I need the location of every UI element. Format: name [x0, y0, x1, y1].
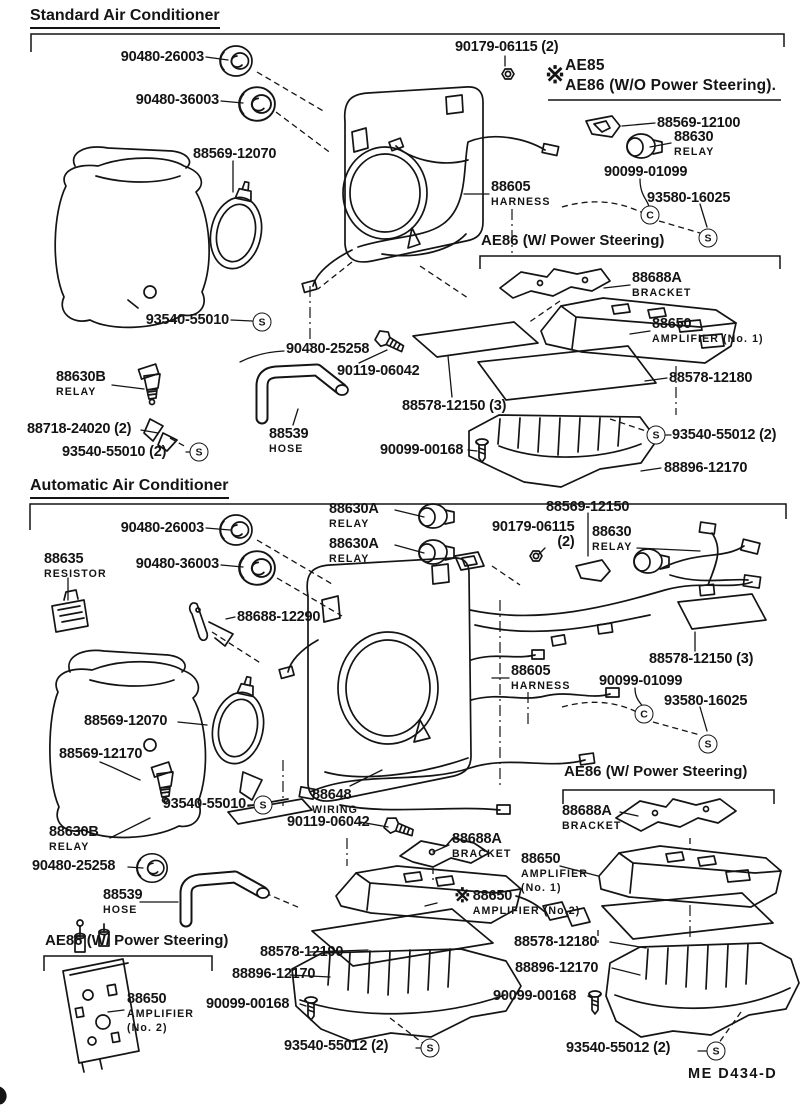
part-number: 88688-12290: [237, 609, 321, 625]
circled-s-symbol: S: [707, 1042, 726, 1061]
part-label-88635: [44, 552, 107, 581]
part-name: RELAY: [674, 146, 715, 159]
bolt-icon: [374, 328, 407, 356]
part-label-90480-36003-auto: [136, 557, 219, 572]
part-label-88539-std: [269, 427, 308, 456]
part-number: 88605: [511, 663, 551, 679]
part-number: 90119-06042: [337, 363, 420, 379]
part-number: 93540-55012 (2): [284, 1038, 389, 1054]
section-header-ae86-wps-standard: AE86 (W/ Power Steering): [481, 232, 665, 249]
circled-s-symbol: S: [190, 443, 209, 462]
part-label-88630-relay-auto: [592, 525, 632, 554]
part-number: 88578-12190: [260, 944, 344, 960]
part-label-88896-12170-right: [515, 961, 598, 976]
part-label-93540-55012-right: [566, 1041, 670, 1056]
evaporator-unit-drawing: [55, 147, 209, 327]
part-number: 90480-25258: [286, 341, 370, 357]
part-number: 88578-12180: [514, 934, 598, 950]
part-number: 93580-16025: [664, 693, 748, 709]
part-label-90099-00168-mid: [206, 997, 289, 1012]
part-name: (No. 1): [521, 881, 562, 894]
part-number: 90179-06115: [492, 519, 575, 535]
part-label-88605-std: [491, 180, 551, 209]
part-name: AMPLIFIER: [127, 1008, 194, 1021]
part-name: HOSE: [103, 904, 138, 917]
circled-s-symbol: S: [421, 1039, 440, 1058]
drawing-number: ME D434-D: [688, 1066, 778, 1082]
part-label-88630-relay-std: [674, 130, 714, 159]
part-label-90179-06115-auto: [492, 520, 574, 550]
part-number: 88578-12180: [669, 370, 753, 386]
part-number: 88630A: [329, 536, 379, 552]
part-label-90099-00168-std: [380, 443, 463, 458]
part-label-90480-25258-std: [286, 342, 369, 357]
part-label-93540-55012-mid: [284, 1039, 388, 1054]
part-number: 88630: [592, 524, 632, 540]
part-label-88569-12170: [59, 747, 142, 762]
part-label-88605-auto: [511, 664, 571, 693]
part-number: 93540-55012 (2): [672, 427, 777, 443]
part-name: RELAY: [329, 518, 370, 531]
part-number: 88688A: [632, 270, 682, 286]
part-number: 90119-06042: [287, 814, 370, 830]
circled-c-symbol: C: [635, 705, 654, 724]
screw-icon: [476, 439, 488, 462]
part-number: 88718-24020 (2): [27, 421, 132, 437]
part-number: 88650: [472, 888, 513, 904]
part-label-88578-12150-auto: [649, 652, 753, 667]
part-name: RELAY: [49, 841, 90, 854]
relay-88630b-drawing: [138, 364, 160, 404]
circled-s-symbol: S: [699, 735, 718, 754]
nut-icon: [530, 551, 542, 561]
section-header-ae86-wps-auto-right: AE86 (W/ Power Steering): [564, 763, 748, 780]
part-label-88630b-auto: [49, 825, 99, 854]
part-label-90480-26003-auto: [121, 521, 204, 536]
part-number: 88539: [269, 426, 309, 442]
part-name: AMPLIFIER (No. 1): [652, 333, 764, 346]
part-number: 88630: [674, 129, 714, 145]
circled-c-symbol: C: [641, 206, 660, 225]
part-label-88539-auto: [103, 888, 142, 917]
circled-s-symbol: S: [647, 426, 666, 445]
circled-s-symbol: S: [699, 229, 718, 248]
part-number: 88650: [652, 316, 692, 332]
part-label-88650-no2-left: [127, 992, 194, 1035]
part-label-90480-25258-auto: [32, 859, 115, 874]
part-name: RESISTOR: [44, 568, 107, 581]
resistor-88635-drawing: [52, 590, 88, 632]
part-label-88896-12170-std: [664, 461, 747, 476]
relay-88630-drawing: [586, 116, 662, 158]
part-number: 88569-12100: [657, 115, 741, 131]
part-name: (No. 2): [127, 1021, 168, 1034]
part-name: HARNESS: [511, 680, 571, 693]
part-number: 88569-12170: [59, 746, 143, 762]
part-name: HARNESS: [491, 196, 551, 209]
hose-auto-drawing: [186, 877, 269, 921]
section-header-standard-title: Standard Air Conditioner: [30, 7, 220, 29]
part-number: 88630B: [49, 824, 99, 840]
part-number: 88650: [521, 851, 561, 867]
part-number: 88569-12150: [546, 499, 630, 515]
part-name: AMPLIFIER: [521, 868, 588, 881]
section-header-ae86-wps-auto-left: AE86 (W/ Power Steering): [45, 932, 229, 949]
reference-asterisk-mark: ※: [545, 62, 566, 89]
part-number: 90480-36003: [135, 92, 219, 108]
part-name: RELAY: [592, 541, 633, 554]
part-label-88578-12180-auto: [514, 935, 597, 950]
part-name: BRACKET: [562, 820, 622, 833]
part-label-88569-12070-auto: [84, 714, 167, 729]
part-label-88578-12150-std: [402, 399, 506, 414]
nut-icon: [502, 69, 514, 79]
part-number: 93540-55010: [145, 312, 229, 328]
note-ae85-ae86: [545, 56, 776, 96]
circled-s-symbol: S: [254, 796, 273, 815]
part-number: 90099-00168: [206, 996, 290, 1012]
part-number: 90480-25258: [32, 858, 116, 874]
part-label-88630a-2: [329, 537, 379, 566]
part-label-88896-12170-mid: [232, 967, 315, 982]
part-number: 88688A: [452, 831, 502, 847]
part-number: 90099-01099: [604, 164, 688, 180]
part-label-90179-06115-std: [455, 40, 558, 55]
part-number: 90480-26003: [120, 520, 204, 536]
part-number: 93540-55010 (2): [62, 444, 167, 460]
part-name: AMPLIFIER (No.2): [472, 905, 581, 918]
part-number: 88578-12150 (3): [649, 651, 754, 667]
part-label-88630a-1: [329, 502, 379, 531]
part-label-88688a-right: [562, 804, 622, 833]
bolt-icon: [383, 815, 416, 840]
part-number: 88539: [103, 887, 143, 903]
page-corner-mark: [0, 1086, 7, 1105]
part-label-88688a-std: [632, 271, 692, 300]
harness-drawing: [302, 137, 558, 293]
part-label-93540-55010-2: [62, 445, 166, 460]
part-number: 90480-36003: [135, 556, 219, 572]
clip-88688-12290-drawing: [190, 603, 233, 646]
part-number: 88605: [491, 179, 531, 195]
part-label-90099-01099-auto: [599, 674, 682, 689]
part-label-90480-36003-std: [136, 93, 219, 108]
part-number: 88650: [127, 991, 167, 1007]
part-label-88569-12150: [546, 500, 629, 515]
grommet-icon: [239, 87, 275, 121]
clamp-ring-drawing: [206, 672, 273, 768]
part-name: RELAY: [56, 386, 97, 399]
hose-drawing: [262, 370, 348, 418]
part-label-90119-06042-std: [337, 364, 419, 379]
clamp-ring-drawing: [204, 177, 271, 273]
part-label-88578-12190: [260, 945, 343, 960]
part-number: 88648: [312, 787, 352, 803]
part-number: 90099-00168: [493, 988, 577, 1004]
part-label-90119-06042-auto: [287, 815, 369, 830]
relay-88630a-drawing: [419, 504, 454, 528]
part-number: 88578-12150 (3): [402, 398, 507, 414]
part-number: 90179-06115 (2): [455, 39, 559, 55]
part-name: WIRING: [312, 804, 359, 817]
part-label-90480-26003-std: [121, 50, 204, 65]
part-number: 88569-12070: [193, 146, 277, 162]
part-number: 88896-12170: [232, 966, 316, 982]
part-number: 88569-12070: [84, 713, 168, 729]
part-label-88688-12290: [237, 610, 320, 625]
part-label-90099-00168-right: [493, 989, 576, 1004]
part-number: 90480-26003: [120, 49, 204, 65]
part-label-88718-24020: [27, 422, 131, 437]
part-label-88650-no1-std: [652, 317, 764, 346]
part-number: 88896-12170: [515, 960, 599, 976]
part-number: 88630A: [329, 501, 379, 517]
part-name: RELAY: [329, 553, 370, 566]
part-label-88630b-std: [56, 370, 106, 399]
section-header-automatic-title: Automatic Air Conditioner: [30, 477, 229, 499]
part-number: 93580-16025: [647, 190, 731, 206]
part-label-88648: [312, 788, 358, 817]
relay-88630-auto-drawing: [455, 549, 669, 581]
note-line1: AE85: [565, 57, 605, 74]
part-number: 88635: [44, 551, 84, 567]
circled-s-symbol: S: [253, 313, 272, 332]
part-label-93540-55010-auto: [163, 797, 246, 812]
part-label-93540-55010-std: [146, 313, 229, 328]
part-label-88688a-mid: [452, 832, 512, 861]
grommet-icon: [239, 551, 275, 585]
part-label-88569-12070-std: [193, 147, 276, 162]
grommet-icon: [220, 46, 252, 76]
amplifier-no1-right-assembly-drawing: [599, 799, 799, 1037]
screw-icon: [589, 991, 601, 1014]
part-number: 88896-12170: [664, 460, 748, 476]
part-label-88578-12180-std: [669, 371, 752, 386]
reference-asterisk-mark: ※: [454, 885, 471, 907]
part-number: 88688A: [562, 803, 612, 819]
part-number: 93540-55012 (2): [566, 1040, 671, 1056]
part-number: 90099-01099: [599, 673, 683, 689]
note-line2: AE86 (W/O Power Steering).: [565, 77, 777, 95]
part-name: BRACKET: [632, 287, 692, 300]
part-label-90099-01099-std: [604, 165, 687, 180]
part-label-93580-16025-auto: [664, 694, 747, 709]
part-name: HOSE: [269, 443, 304, 456]
part-label-93540-55012-std: [672, 428, 776, 443]
part-number: 88630B: [56, 369, 106, 385]
part-number: 90099-00168: [380, 442, 464, 458]
part-name: BRACKET: [452, 848, 512, 861]
part-number: 93540-55010: [162, 796, 246, 812]
part-label-93580-16025-std: [647, 191, 730, 206]
part-name: (2): [557, 534, 575, 551]
